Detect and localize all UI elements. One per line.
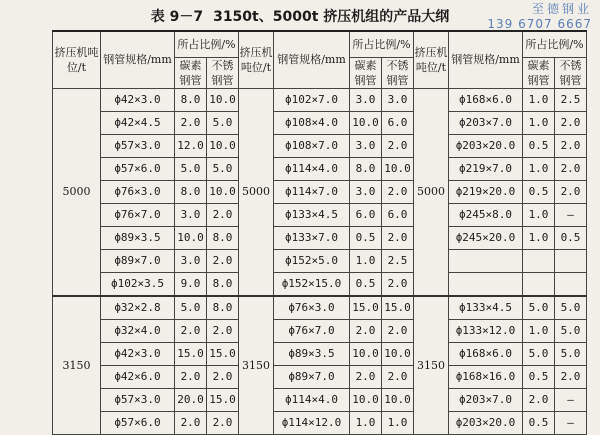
- stainless-cell: —: [555, 203, 587, 226]
- carbon-cell: 2.0: [175, 111, 207, 134]
- spec-cell: ϕ203×7.0: [449, 111, 523, 134]
- stainless-cell: 2.0: [207, 365, 239, 388]
- table-row: [53, 134, 587, 157]
- stainless-cell: 2.0: [382, 319, 414, 342]
- header-carbon: 碳素钢管: [523, 57, 555, 88]
- spec-cell: ϕ57×3.0: [101, 388, 175, 411]
- carbon-cell: 3.0: [350, 88, 382, 111]
- carbon-cell: 0.5: [523, 134, 555, 157]
- table-row: [53, 365, 587, 388]
- spec-cell: ϕ133×7.0: [274, 226, 350, 249]
- spec-cell: ϕ89×7.0: [274, 365, 350, 388]
- table-row: [53, 342, 587, 365]
- carbon-cell: 8.0: [175, 180, 207, 203]
- table-title: 3150t、5000t 挤压机组的产品大纲: [213, 9, 450, 25]
- carbon-cell: [523, 249, 555, 272]
- spec-cell: ϕ152×15.0: [274, 272, 350, 296]
- stainless-cell: 10.0: [207, 88, 239, 111]
- carbon-cell: 15.0: [350, 296, 382, 320]
- table-row: [53, 88, 587, 111]
- stainless-cell: 10.0: [382, 157, 414, 180]
- spec-cell: ϕ114×4.0: [274, 388, 350, 411]
- carbon-cell: 1.0: [523, 203, 555, 226]
- spec-cell: ϕ76×7.0: [101, 203, 175, 226]
- carbon-cell: 5.0: [175, 296, 207, 320]
- stainless-cell: 2.0: [555, 157, 587, 180]
- table-number: 表 9－7: [150, 9, 204, 25]
- header-tonnage: 挤压机吨位/t: [414, 31, 449, 88]
- spec-cell: ϕ114×7.0: [274, 180, 350, 203]
- spec-cell: ϕ168×6.0: [449, 342, 523, 365]
- carbon-cell: 15.0: [175, 342, 207, 365]
- carbon-cell: 2.0: [523, 388, 555, 411]
- spec-cell: ϕ114×4.0: [274, 157, 350, 180]
- spec-cell: ϕ203×20.0: [449, 411, 523, 434]
- carbon-cell: 10.0: [350, 111, 382, 134]
- header-stainless: 不锈钢管: [382, 57, 414, 88]
- stainless-cell: 2.0: [382, 134, 414, 157]
- stainless-cell: 2.0: [207, 249, 239, 272]
- carbon-cell: 1.0: [523, 226, 555, 249]
- tonnage-cell: 5000: [53, 88, 101, 296]
- stainless-cell: 10.0: [207, 180, 239, 203]
- carbon-cell: 3.0: [175, 249, 207, 272]
- spec-cell: ϕ42×3.0: [101, 88, 175, 111]
- table-row: [53, 411, 587, 434]
- spec-cell: [449, 272, 523, 296]
- header-row: [53, 31, 587, 57]
- table-row: [53, 226, 587, 249]
- stainless-cell: —: [555, 388, 587, 411]
- carbon-cell: 1.0: [523, 111, 555, 134]
- spec-cell: ϕ57×3.0: [101, 134, 175, 157]
- spec-cell: ϕ108×4.0: [274, 111, 350, 134]
- carbon-cell: 20.0: [175, 388, 207, 411]
- stainless-cell: 5.0: [555, 342, 587, 365]
- stainless-cell: 2.0: [382, 226, 414, 249]
- stainless-cell: 5.0: [555, 296, 587, 320]
- carbon-cell: 0.5: [523, 411, 555, 434]
- table-row: [53, 203, 587, 226]
- tonnage-cell: 5000: [239, 88, 274, 296]
- header-carbon: 碳素钢管: [175, 57, 207, 88]
- carbon-cell: 10.0: [175, 226, 207, 249]
- header-stainless: 不锈钢管: [207, 57, 239, 88]
- carbon-cell: [523, 272, 555, 296]
- carbon-cell: 3.0: [350, 134, 382, 157]
- header-stainless: 不锈钢管: [555, 57, 587, 88]
- carbon-cell: 8.0: [350, 157, 382, 180]
- tonnage-cell: 3150: [414, 296, 449, 435]
- stainless-cell: 2.0: [555, 134, 587, 157]
- stainless-cell: 2.0: [555, 111, 587, 134]
- spec-cell: ϕ76×7.0: [274, 319, 350, 342]
- carbon-cell: 1.0: [523, 88, 555, 111]
- stainless-cell: 15.0: [207, 388, 239, 411]
- carbon-cell: 10.0: [350, 388, 382, 411]
- carbon-cell: 0.5: [523, 365, 555, 388]
- stainless-cell: 2.0: [555, 365, 587, 388]
- stainless-cell: 2.5: [382, 249, 414, 272]
- carbon-cell: 1.0: [523, 319, 555, 342]
- spec-cell: ϕ152×5.0: [274, 249, 350, 272]
- stainless-cell: 5.0: [207, 111, 239, 134]
- carbon-cell: 5.0: [523, 296, 555, 320]
- stainless-cell: 2.0: [382, 365, 414, 388]
- spec-cell: ϕ245×20.0: [449, 226, 523, 249]
- table-row: [53, 388, 587, 411]
- stainless-cell: 15.0: [382, 296, 414, 320]
- stainless-cell: 2.5: [555, 88, 587, 111]
- spec-cell: ϕ133×12.0: [449, 319, 523, 342]
- spec-cell: ϕ133×4.5: [449, 296, 523, 320]
- table-row: [53, 249, 587, 272]
- spec-cell: [449, 249, 523, 272]
- carbon-cell: 0.5: [523, 180, 555, 203]
- stainless-cell: 2.0: [207, 203, 239, 226]
- spec-cell: ϕ219×20.0: [449, 180, 523, 203]
- header-ratio: 所占比例/%: [523, 31, 587, 57]
- stainless-cell: 3.0: [382, 88, 414, 111]
- stainless-cell: 2.0: [207, 411, 239, 434]
- stainless-cell: 15.0: [207, 342, 239, 365]
- stainless-cell: 5.0: [207, 157, 239, 180]
- table-row: [53, 111, 587, 134]
- header-ratio: 所占比例/%: [175, 31, 239, 57]
- table-caption: [0, 6, 600, 26]
- spec-cell: ϕ108×7.0: [274, 134, 350, 157]
- spec-cell: ϕ57×6.0: [101, 411, 175, 434]
- stainless-cell: 8.0: [207, 272, 239, 296]
- carbon-cell: 1.0: [523, 157, 555, 180]
- spec-cell: ϕ32×2.8: [101, 296, 175, 320]
- stainless-cell: 10.0: [207, 134, 239, 157]
- carbon-cell: 1.0: [350, 411, 382, 434]
- spec-cell: ϕ102×3.5: [101, 272, 175, 296]
- table-row: [53, 180, 587, 203]
- stainless-cell: 2.0: [382, 180, 414, 203]
- table-row: [53, 319, 587, 342]
- spec-cell: ϕ133×4.5: [274, 203, 350, 226]
- spec-cell: ϕ42×4.5: [101, 111, 175, 134]
- carbon-cell: 0.5: [350, 272, 382, 296]
- spec-cell: ϕ42×6.0: [101, 365, 175, 388]
- stainless-cell: 6.0: [382, 111, 414, 134]
- tonnage-cell: 5000: [414, 88, 449, 296]
- stainless-cell: 8.0: [207, 296, 239, 320]
- header-tonnage: 挤压机吨位/t: [53, 31, 101, 88]
- table-row: [53, 296, 587, 320]
- carbon-cell: 2.0: [350, 319, 382, 342]
- spec-cell: ϕ57×6.0: [101, 157, 175, 180]
- stainless-cell: 5.0: [555, 319, 587, 342]
- carbon-cell: 3.0: [175, 203, 207, 226]
- carbon-cell: 2.0: [175, 365, 207, 388]
- spec-cell: ϕ168×16.0: [449, 365, 523, 388]
- header-spec: 钢管规格/mm: [101, 31, 175, 88]
- carbon-cell: 2.0: [350, 365, 382, 388]
- stainless-cell: 10.0: [382, 342, 414, 365]
- carbon-cell: 12.0: [175, 134, 207, 157]
- carbon-cell: 1.0: [350, 249, 382, 272]
- spec-cell: ϕ203×7.0: [449, 388, 523, 411]
- stainless-cell: [555, 272, 587, 296]
- stainless-cell: 6.0: [382, 203, 414, 226]
- carbon-cell: 5.0: [523, 342, 555, 365]
- stainless-cell: 2.0: [207, 319, 239, 342]
- stainless-cell: 10.0: [382, 388, 414, 411]
- spec-cell: ϕ203×20.0: [449, 134, 523, 157]
- watermark-company: 至德钢业: [531, 2, 592, 16]
- carbon-cell: 8.0: [175, 88, 207, 111]
- stainless-cell: 2.0: [555, 180, 587, 203]
- table-row: [53, 157, 587, 180]
- spec-cell: ϕ245×8.0: [449, 203, 523, 226]
- stainless-cell: 0.5: [555, 226, 587, 249]
- watermark-phone: 139 6707 6667: [487, 17, 592, 31]
- carbon-cell: 6.0: [350, 203, 382, 226]
- spec-cell: ϕ168×6.0: [449, 88, 523, 111]
- spec-cell: ϕ42×3.0: [101, 342, 175, 365]
- carbon-cell: 5.0: [175, 157, 207, 180]
- spec-cell: ϕ219×7.0: [449, 157, 523, 180]
- spec-cell: ϕ102×7.0: [274, 88, 350, 111]
- carbon-cell: 2.0: [175, 411, 207, 434]
- carbon-cell: 0.5: [350, 226, 382, 249]
- carbon-cell: 2.0: [175, 319, 207, 342]
- spec-cell: ϕ89×3.5: [101, 226, 175, 249]
- table-row: [53, 272, 587, 296]
- header-tonnage: 挤压机吨位/t: [239, 31, 274, 88]
- product-table: [52, 30, 587, 435]
- carbon-cell: 9.0: [175, 272, 207, 296]
- stainless-cell: 1.0: [382, 411, 414, 434]
- header-spec: 钢管规格/mm: [274, 31, 350, 88]
- stainless-cell: 8.0: [207, 226, 239, 249]
- stainless-cell: —: [555, 411, 587, 434]
- carbon-cell: 10.0: [350, 342, 382, 365]
- stainless-cell: 2.0: [382, 272, 414, 296]
- carbon-cell: 3.0: [350, 180, 382, 203]
- spec-cell: ϕ76×3.0: [274, 296, 350, 320]
- tonnage-cell: 3150: [239, 296, 274, 435]
- header-carbon: 碳素钢管: [350, 57, 382, 88]
- header-ratio: 所占比例/%: [350, 31, 414, 57]
- stainless-cell: [555, 249, 587, 272]
- spec-cell: ϕ76×3.0: [101, 180, 175, 203]
- spec-cell: ϕ89×3.5: [274, 342, 350, 365]
- spec-cell: ϕ89×7.0: [101, 249, 175, 272]
- header-spec: 钢管规格/mm: [449, 31, 523, 88]
- spec-cell: ϕ114×12.0: [274, 411, 350, 434]
- tonnage-cell: 3150: [53, 296, 101, 435]
- spec-cell: ϕ32×4.0: [101, 319, 175, 342]
